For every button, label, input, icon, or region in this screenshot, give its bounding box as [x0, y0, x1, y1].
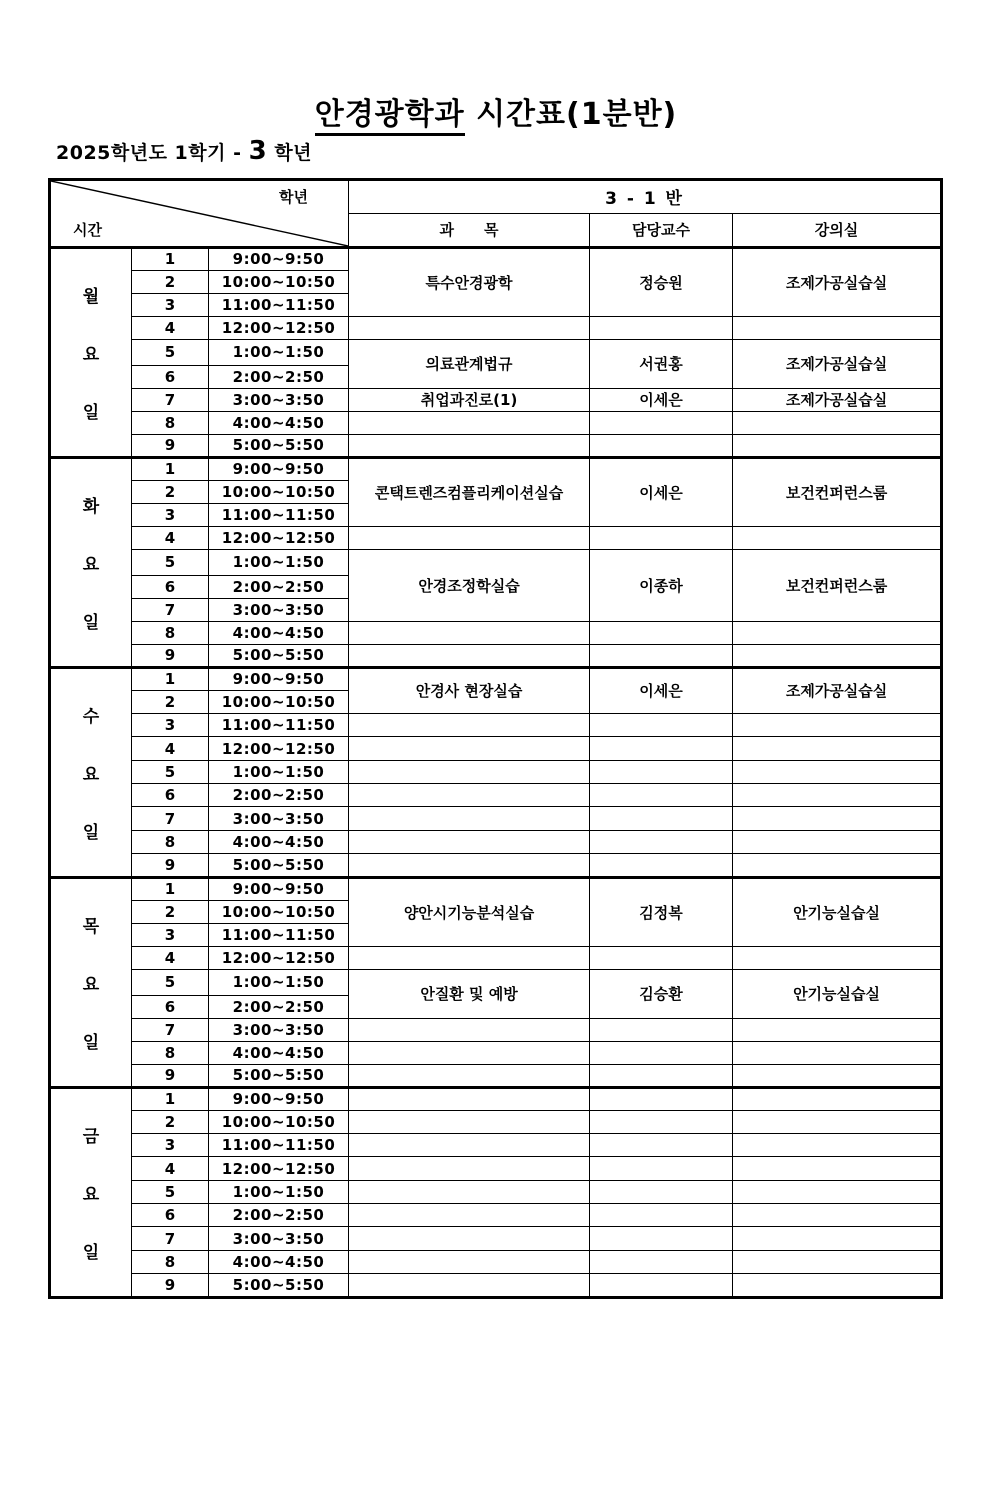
- day-label-char: 금: [82, 1126, 100, 1147]
- time-range-cell: 3:00~3:50: [209, 598, 349, 621]
- day-cell: [50, 457, 132, 667]
- day-label: [51, 879, 131, 1086]
- subject-cell: 안경사 현장실습: [349, 667, 590, 714]
- timetable-row: [50, 1250, 942, 1273]
- time-range-cell: 5:00~5:50: [209, 644, 349, 667]
- empty-professor-cell: [590, 1064, 733, 1087]
- subject-cell: 양안시기능분석실습: [349, 877, 590, 946]
- time-range-cell: 9:00~9:50: [209, 457, 349, 480]
- empty-room-cell: [733, 644, 942, 667]
- day-cell: [50, 667, 132, 877]
- time-range-cell: 12:00~12:50: [209, 526, 349, 549]
- page-subtitle: [56, 135, 992, 166]
- timetable-row: [50, 784, 942, 807]
- period-number-cell: 7: [132, 388, 209, 411]
- empty-professor-cell: [590, 621, 733, 644]
- subtitle-suffix: 학년: [267, 141, 313, 164]
- empty-subject-cell: [349, 526, 590, 549]
- column-header-professor: 담당교수: [590, 213, 733, 247]
- day-cell: [50, 247, 132, 457]
- timetable-row: [50, 411, 942, 434]
- timetable-row: [50, 714, 942, 737]
- day-label-char: 요: [82, 764, 100, 785]
- timetable-row: [50, 388, 942, 411]
- empty-professor-cell: [590, 316, 733, 339]
- period-number-cell: 6: [132, 995, 209, 1018]
- time-range-cell: 12:00~12:50: [209, 737, 349, 760]
- day-cell: [50, 1087, 132, 1297]
- time-range-cell: 9:00~9:50: [209, 667, 349, 690]
- professor-cell: 서권홍: [590, 339, 733, 388]
- time-range-cell: 3:00~3:50: [209, 1018, 349, 1041]
- period-number-cell: 7: [132, 1227, 209, 1250]
- period-number-cell: 9: [132, 644, 209, 667]
- room-cell: 조제가공실습실: [733, 339, 942, 388]
- empty-subject-cell: [349, 1204, 590, 1227]
- empty-professor-cell: [590, 1087, 733, 1110]
- timetable-row: [50, 1274, 942, 1297]
- timetable-row: [50, 1157, 942, 1180]
- corner-grade-label: 학년: [279, 187, 309, 206]
- empty-professor-cell: [590, 526, 733, 549]
- room-cell: 조제가공실습실: [733, 247, 942, 316]
- timetable-row: [50, 854, 942, 877]
- subject-cell: 특수안경광학: [349, 247, 590, 316]
- period-number-cell: 1: [132, 667, 209, 690]
- empty-subject-cell: [349, 1250, 590, 1273]
- room-cell: 조제가공실습실: [733, 388, 942, 411]
- timetable-row: [50, 1204, 942, 1227]
- time-range-cell: 11:00~11:50: [209, 714, 349, 737]
- subject-cell: 콘택트렌즈컴플리케이션실습: [349, 457, 590, 526]
- period-number-cell: 7: [132, 807, 209, 830]
- empty-room-cell: [733, 621, 942, 644]
- subject-cell: 안경조정학실습: [349, 549, 590, 621]
- empty-room-cell: [733, 1157, 942, 1180]
- period-number-cell: 5: [132, 760, 209, 783]
- period-number-cell: 8: [132, 1250, 209, 1273]
- time-range-cell: 12:00~12:50: [209, 946, 349, 969]
- timetable-row: [50, 621, 942, 644]
- empty-subject-cell: [349, 1274, 590, 1297]
- timetable-row: [50, 1064, 942, 1087]
- empty-room-cell: [733, 316, 942, 339]
- timetable-row: [50, 247, 942, 270]
- empty-subject-cell: [349, 621, 590, 644]
- empty-room-cell: [733, 1180, 942, 1203]
- time-range-cell: 1:00~1:50: [209, 549, 349, 575]
- timetable-row: [50, 1041, 942, 1064]
- empty-professor-cell: [590, 854, 733, 877]
- room-cell: 안기능실습실: [733, 877, 942, 946]
- professor-cell: 이종하: [590, 549, 733, 621]
- period-number-cell: 5: [132, 1180, 209, 1203]
- room-cell: 안기능실습실: [733, 969, 942, 1018]
- period-number-cell: 5: [132, 549, 209, 575]
- empty-professor-cell: [590, 714, 733, 737]
- professor-cell: 김정복: [590, 877, 733, 946]
- empty-professor-cell: [590, 1018, 733, 1041]
- empty-room-cell: [733, 434, 942, 457]
- column-header-subject: 과 목: [349, 213, 590, 247]
- period-number-cell: 9: [132, 434, 209, 457]
- time-range-cell: 2:00~2:50: [209, 365, 349, 388]
- time-range-cell: 12:00~12:50: [209, 1157, 349, 1180]
- period-number-cell: 5: [132, 969, 209, 995]
- period-number-cell: 4: [132, 1157, 209, 1180]
- period-number-cell: 4: [132, 737, 209, 760]
- column-header-room: 강의실: [733, 213, 942, 247]
- period-number-cell: 4: [132, 526, 209, 549]
- empty-professor-cell: [590, 946, 733, 969]
- empty-subject-cell: [349, 1134, 590, 1157]
- empty-professor-cell: [590, 1227, 733, 1250]
- time-range-cell: 4:00~4:50: [209, 1250, 349, 1273]
- time-range-cell: 1:00~1:50: [209, 1180, 349, 1203]
- subtitle-prefix: 2025학년도 1학기 -: [56, 141, 249, 164]
- empty-room-cell: [733, 760, 942, 783]
- period-number-cell: 5: [132, 339, 209, 365]
- time-range-cell: 1:00~1:50: [209, 969, 349, 995]
- empty-professor-cell: [590, 784, 733, 807]
- period-number-cell: 3: [132, 714, 209, 737]
- timetable-row: [50, 339, 942, 365]
- empty-room-cell: [733, 784, 942, 807]
- time-range-cell: 10:00~10:50: [209, 1110, 349, 1133]
- empty-professor-cell: [590, 1041, 733, 1064]
- period-number-cell: 3: [132, 923, 209, 946]
- period-number-cell: 4: [132, 946, 209, 969]
- period-number-cell: 1: [132, 457, 209, 480]
- period-number-cell: 2: [132, 900, 209, 923]
- period-number-cell: 7: [132, 598, 209, 621]
- empty-subject-cell: [349, 411, 590, 434]
- empty-subject-cell: [349, 1180, 590, 1203]
- time-range-cell: 10:00~10:50: [209, 690, 349, 713]
- empty-subject-cell: [349, 807, 590, 830]
- period-number-cell: 4: [132, 316, 209, 339]
- empty-professor-cell: [590, 1204, 733, 1227]
- time-range-cell: 4:00~4:50: [209, 411, 349, 434]
- timetable-row: [50, 969, 942, 995]
- empty-room-cell: [733, 411, 942, 434]
- empty-subject-cell: [349, 434, 590, 457]
- empty-professor-cell: [590, 737, 733, 760]
- subtitle-grade: 3: [248, 135, 268, 166]
- empty-professor-cell: [590, 830, 733, 853]
- timetable-row: [50, 644, 942, 667]
- day-label-char: 요: [82, 974, 100, 995]
- time-range-cell: 11:00~11:50: [209, 1134, 349, 1157]
- day-label-char: 화: [82, 496, 100, 517]
- time-range-cell: 5:00~5:50: [209, 1064, 349, 1087]
- period-number-cell: 3: [132, 503, 209, 526]
- time-range-cell: 3:00~3:50: [209, 1227, 349, 1250]
- timetable-row: [50, 946, 942, 969]
- timetable-row: [50, 1018, 942, 1041]
- day-label-char: 요: [82, 344, 100, 365]
- room-cell: 조제가공실습실: [733, 667, 942, 714]
- period-number-cell: 6: [132, 365, 209, 388]
- period-number-cell: 9: [132, 1274, 209, 1297]
- empty-professor-cell: [590, 1250, 733, 1273]
- empty-room-cell: [733, 1250, 942, 1273]
- time-range-cell: 2:00~2:50: [209, 1204, 349, 1227]
- empty-professor-cell: [590, 1110, 733, 1133]
- timetable-row: [50, 830, 942, 853]
- day-cell: [50, 877, 132, 1087]
- empty-room-cell: [733, 714, 942, 737]
- period-number-cell: 1: [132, 247, 209, 270]
- time-range-cell: 1:00~1:50: [209, 760, 349, 783]
- time-range-cell: 11:00~11:50: [209, 503, 349, 526]
- period-number-cell: 2: [132, 1110, 209, 1133]
- empty-room-cell: [733, 807, 942, 830]
- day-label-char: 요: [82, 554, 100, 575]
- period-number-cell: 6: [132, 1204, 209, 1227]
- time-range-cell: 5:00~5:50: [209, 1274, 349, 1297]
- empty-room-cell: [733, 526, 942, 549]
- empty-subject-cell: [349, 760, 590, 783]
- empty-professor-cell: [590, 1157, 733, 1180]
- day-label-char: 일: [82, 402, 100, 423]
- class-header: 3 - 1 반: [349, 179, 942, 213]
- header-row-1: [50, 179, 942, 213]
- time-range-cell: 11:00~11:50: [209, 923, 349, 946]
- timetable-row: [50, 434, 942, 457]
- empty-professor-cell: [590, 1180, 733, 1203]
- empty-subject-cell: [349, 946, 590, 969]
- empty-subject-cell: [349, 1227, 590, 1250]
- time-range-cell: 2:00~2:50: [209, 995, 349, 1018]
- period-number-cell: 2: [132, 270, 209, 293]
- time-range-cell: 9:00~9:50: [209, 1087, 349, 1110]
- period-number-cell: 3: [132, 293, 209, 316]
- empty-subject-cell: [349, 1157, 590, 1180]
- timetable-row: [50, 1110, 942, 1133]
- empty-professor-cell: [590, 807, 733, 830]
- corner-time-label: 시간: [73, 220, 102, 239]
- timetable-body: [50, 179, 942, 1297]
- page-title-underlined: 안경광학과: [315, 97, 465, 136]
- day-label-char: 요: [82, 1184, 100, 1205]
- timetable-row: [50, 877, 942, 900]
- empty-room-cell: [733, 1018, 942, 1041]
- empty-room-cell: [733, 1064, 942, 1087]
- period-number-cell: 1: [132, 877, 209, 900]
- period-number-cell: 9: [132, 1064, 209, 1087]
- empty-professor-cell: [590, 411, 733, 434]
- day-label-char: 목: [82, 916, 100, 937]
- empty-professor-cell: [590, 434, 733, 457]
- time-range-cell: 10:00~10:50: [209, 480, 349, 503]
- period-number-cell: 9: [132, 854, 209, 877]
- timetable-row: [50, 737, 942, 760]
- timetable-row: [50, 1134, 942, 1157]
- timetable-row: [50, 549, 942, 575]
- period-number-cell: 8: [132, 830, 209, 853]
- timetable-row: [50, 760, 942, 783]
- period-number-cell: 1: [132, 1087, 209, 1110]
- time-range-cell: 1:00~1:50: [209, 339, 349, 365]
- empty-professor-cell: [590, 760, 733, 783]
- time-range-cell: 3:00~3:50: [209, 807, 349, 830]
- subject-cell: 안질환 및 예방: [349, 969, 590, 1018]
- empty-subject-cell: [349, 1064, 590, 1087]
- time-range-cell: 2:00~2:50: [209, 784, 349, 807]
- empty-room-cell: [733, 830, 942, 853]
- period-number-cell: 8: [132, 621, 209, 644]
- timetable-row: [50, 457, 942, 480]
- time-range-cell: 12:00~12:50: [209, 316, 349, 339]
- corner-cell: [50, 179, 349, 247]
- empty-room-cell: [733, 737, 942, 760]
- timetable-row: [50, 526, 942, 549]
- period-number-cell: 7: [132, 1018, 209, 1041]
- day-label-char: 일: [82, 822, 100, 843]
- time-range-cell: 4:00~4:50: [209, 621, 349, 644]
- page-title: [0, 96, 992, 134]
- timetable-row: [50, 316, 942, 339]
- professor-cell: 정승원: [590, 247, 733, 316]
- day-label-char: 일: [82, 612, 100, 633]
- empty-subject-cell: [349, 316, 590, 339]
- time-range-cell: 11:00~11:50: [209, 293, 349, 316]
- time-range-cell: 5:00~5:50: [209, 434, 349, 457]
- time-range-cell: 4:00~4:50: [209, 830, 349, 853]
- empty-subject-cell: [349, 1041, 590, 1064]
- professor-cell: 김승환: [590, 969, 733, 1018]
- time-range-cell: 9:00~9:50: [209, 877, 349, 900]
- day-label-char: 수: [82, 706, 100, 727]
- period-number-cell: 2: [132, 480, 209, 503]
- empty-subject-cell: [349, 714, 590, 737]
- room-cell: 보건컨퍼런스룸: [733, 457, 942, 526]
- room-cell: 보건컨퍼런스룸: [733, 549, 942, 621]
- day-label-char: 일: [82, 1242, 100, 1263]
- empty-subject-cell: [349, 1018, 590, 1041]
- empty-room-cell: [733, 1087, 942, 1110]
- day-label: [51, 459, 131, 666]
- empty-room-cell: [733, 1274, 942, 1297]
- empty-room-cell: [733, 854, 942, 877]
- period-number-cell: 6: [132, 784, 209, 807]
- timetable-row: [50, 1087, 942, 1110]
- empty-subject-cell: [349, 1110, 590, 1133]
- empty-room-cell: [733, 1227, 942, 1250]
- empty-professor-cell: [590, 1274, 733, 1297]
- period-number-cell: 2: [132, 690, 209, 713]
- empty-subject-cell: [349, 854, 590, 877]
- timetable-row: [50, 667, 942, 690]
- time-range-cell: 10:00~10:50: [209, 270, 349, 293]
- subject-cell: 취업과진로(1): [349, 388, 590, 411]
- time-range-cell: 4:00~4:50: [209, 1041, 349, 1064]
- time-range-cell: 9:00~9:50: [209, 247, 349, 270]
- day-label: [51, 1089, 131, 1296]
- empty-room-cell: [733, 1134, 942, 1157]
- professor-cell: 이세은: [590, 457, 733, 526]
- time-range-cell: 5:00~5:50: [209, 854, 349, 877]
- period-number-cell: 3: [132, 1134, 209, 1157]
- empty-room-cell: [733, 1204, 942, 1227]
- period-number-cell: 6: [132, 575, 209, 598]
- empty-room-cell: [733, 1041, 942, 1064]
- empty-subject-cell: [349, 644, 590, 667]
- period-number-cell: 8: [132, 411, 209, 434]
- subject-cell: 의료관계법규: [349, 339, 590, 388]
- timetable: [48, 178, 943, 1299]
- time-range-cell: 10:00~10:50: [209, 900, 349, 923]
- empty-professor-cell: [590, 644, 733, 667]
- day-label-char: 월: [82, 286, 100, 307]
- empty-room-cell: [733, 946, 942, 969]
- day-label: [51, 669, 131, 876]
- timetable-row: [50, 807, 942, 830]
- time-range-cell: 3:00~3:50: [209, 388, 349, 411]
- page-title-rest: 시간표(1분반): [464, 97, 678, 132]
- time-range-cell: 2:00~2:50: [209, 575, 349, 598]
- empty-professor-cell: [590, 1134, 733, 1157]
- timetable-row: [50, 1227, 942, 1250]
- day-label: [51, 249, 131, 456]
- empty-subject-cell: [349, 784, 590, 807]
- period-number-cell: 8: [132, 1041, 209, 1064]
- timetable-row: [50, 1180, 942, 1203]
- empty-subject-cell: [349, 830, 590, 853]
- empty-subject-cell: [349, 737, 590, 760]
- professor-cell: 이세은: [590, 667, 733, 714]
- empty-room-cell: [733, 1110, 942, 1133]
- empty-subject-cell: [349, 1087, 590, 1110]
- day-label-char: 일: [82, 1032, 100, 1053]
- professor-cell: 이세은: [590, 388, 733, 411]
